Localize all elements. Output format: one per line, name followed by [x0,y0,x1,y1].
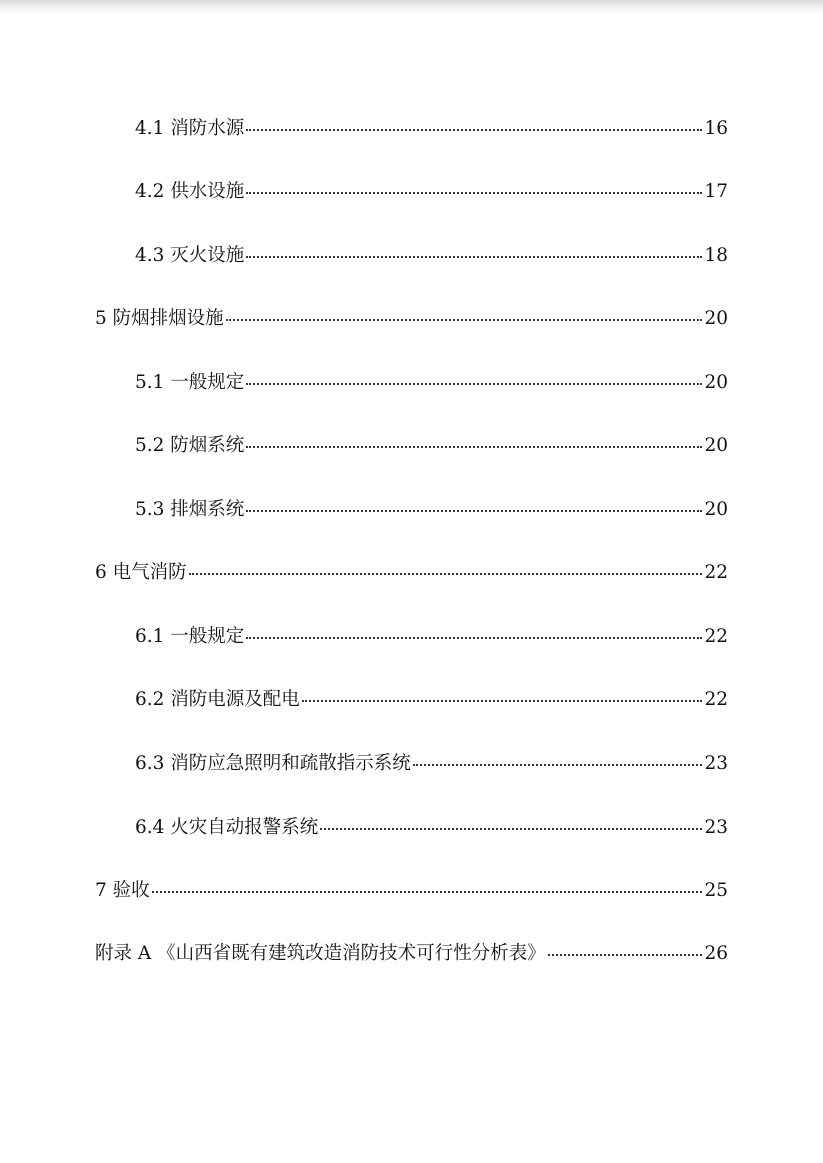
toc-entry-title: 6 电气消防 [95,562,187,583]
toc-dot-leader [246,172,702,194]
toc-dot-leader [189,553,703,575]
toc-entry-title: 7 验收 [95,880,150,901]
toc-dot-leader [152,871,703,893]
toc-entry-5-1[interactable] [135,366,728,396]
toc-page-number: 17 [704,181,728,202]
toc-entry-5-2[interactable] [135,429,728,459]
toc-dot-leader [302,680,703,702]
toc-entry-6-3[interactable] [135,747,728,777]
toc-page-number: 20 [704,435,728,456]
toc-page-number: 20 [704,308,728,329]
toc-page-number: 20 [704,372,728,393]
toc-entry-title: 5.2 防烟系统 [135,435,245,456]
toc-entry-title: 附录 A 《山西省既有建筑改造消防技术可行性分析表》 [95,943,546,964]
toc-dot-leader [548,934,703,956]
toc-dot-leader [246,426,702,448]
toc-entry-title: 4.1 消防水源 [135,118,245,139]
toc-dot-leader [246,109,702,131]
toc-entry-4-1[interactable] [135,112,728,142]
toc-page-number: 22 [704,689,728,710]
toc-entry-title: 5.3 排烟系统 [135,499,245,520]
toc-page-number: 26 [704,943,728,964]
toc-dot-leader [320,808,702,830]
toc-entry-title: 6.1 一般规定 [135,626,245,647]
toc-dot-leader [246,363,702,385]
toc-dot-leader [246,490,702,512]
toc-page-number: 16 [704,118,728,139]
toc-page-number: 20 [704,499,728,520]
toc-entry-4-3[interactable] [135,239,728,269]
toc-entry-6-4[interactable] [135,811,728,841]
toc-entry-6-2[interactable] [135,683,728,713]
toc-entry-title: 6.2 消防电源及配电 [135,689,300,710]
toc-entry-title: 6.4 火灾自动报警系统 [135,817,319,838]
toc-entry-6-1[interactable] [135,620,728,650]
toc-dot-leader [246,617,702,639]
toc-entry-6[interactable] [95,556,728,586]
toc-page-number: 25 [704,880,728,901]
toc-entry-title: 4.2 供水设施 [135,181,245,202]
toc-entry-title: 4.3 灭火设施 [135,245,245,266]
toc-dot-leader [413,744,703,766]
toc-entry-appendix-a[interactable] [95,937,728,967]
page-top-shadow [0,0,823,14]
toc-entry-5-3[interactable] [135,493,728,523]
toc-page-number: 18 [704,245,728,266]
toc-entry-title: 5.1 一般规定 [135,372,245,393]
toc-page-number: 23 [704,817,728,838]
toc-entry-title: 6.3 消防应急照明和疏散指示系统 [135,753,411,774]
toc-dot-leader [246,236,702,258]
toc-entry-5[interactable] [95,302,728,332]
toc-entry-title: 5 防烟排烟设施 [95,308,224,329]
toc-entry-4-2[interactable] [135,175,728,205]
toc-dot-leader [226,299,703,321]
toc-entry-7[interactable] [95,874,728,904]
toc-page-number: 23 [704,753,728,774]
toc-page-number: 22 [704,562,728,583]
toc-page-number: 22 [704,626,728,647]
